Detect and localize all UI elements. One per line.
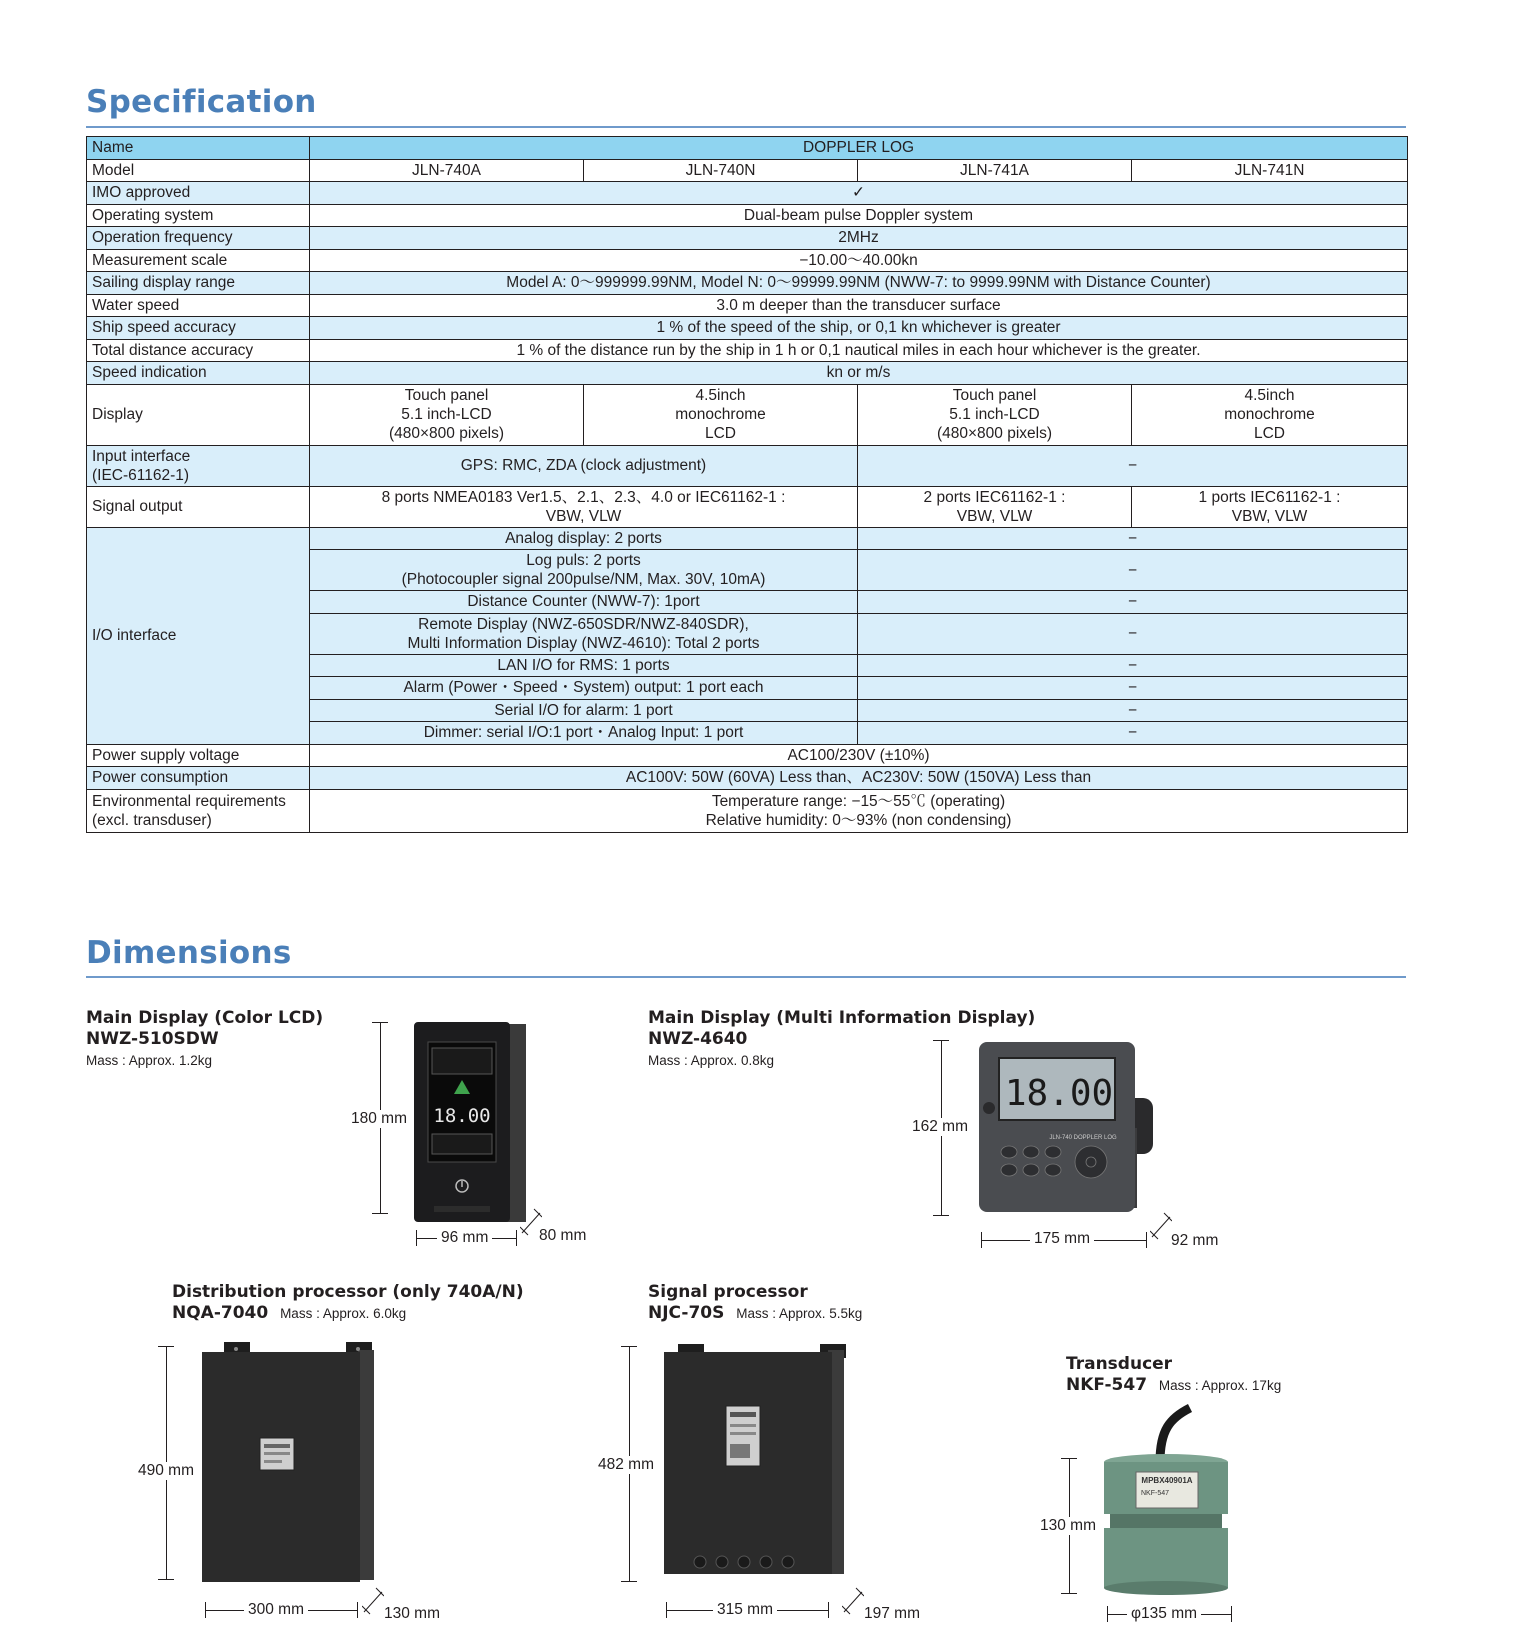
- cell: −: [858, 613, 1408, 654]
- cell: LAN I/O for RMS: 1 ports: [310, 654, 858, 677]
- dim-title: Main Display (Multi Information Display): [648, 1008, 1036, 1028]
- table-row: [87, 767, 1408, 790]
- cell: Alarm (Power・Speed・System) output: 1 port each: [310, 677, 858, 700]
- dimension-tick: [372, 1022, 388, 1023]
- spec-title: Specification: [86, 84, 317, 120]
- dimension-tick: [416, 1230, 417, 1246]
- cell: −: [858, 699, 1408, 722]
- dimensions-title-rule: [86, 976, 1406, 978]
- depth-dimension-line: [1150, 1211, 1172, 1241]
- cell: [310, 550, 858, 591]
- plate-line: MPBX40901A: [1141, 1476, 1193, 1485]
- height-label: 490 mm: [138, 1462, 194, 1479]
- dimension-tick: [1231, 1606, 1232, 1622]
- table-row: [87, 339, 1408, 362]
- cell: −: [858, 654, 1408, 677]
- dim-title: Transducer: [1066, 1354, 1173, 1374]
- cell-line: monochrome: [675, 406, 766, 423]
- row-label: Power supply voltage: [87, 744, 310, 767]
- dimension-tick: [516, 1230, 517, 1246]
- display-cell: [1132, 384, 1408, 445]
- table-row: [87, 182, 1408, 205]
- table-row: [87, 204, 1408, 227]
- model-cell: JLN-741N: [1132, 159, 1408, 182]
- row-label: [87, 789, 310, 832]
- width-label: 315 mm: [713, 1601, 777, 1619]
- check-icon: ✓: [310, 182, 1408, 205]
- height-label: 130 mm: [1040, 1517, 1096, 1534]
- display-cell: [858, 384, 1132, 445]
- dimension-tick: [158, 1579, 174, 1580]
- row-label: Power consumption: [87, 767, 310, 790]
- row-label: [87, 445, 310, 486]
- cell: −: [858, 677, 1408, 700]
- dimension-tick: [158, 1346, 174, 1347]
- row-label: Speed indication: [87, 362, 310, 385]
- cell: Serial I/O for alarm: 1 port: [310, 699, 858, 722]
- table-row: [87, 362, 1408, 385]
- cell-line: LCD: [1253, 425, 1285, 442]
- cell-line: Touch panel: [952, 387, 1037, 404]
- cell-line: VBW, VLW: [545, 507, 622, 525]
- cell: [310, 486, 858, 527]
- cell: −: [858, 591, 1408, 614]
- row-label: Name: [87, 137, 310, 160]
- row-label: Model: [87, 159, 310, 182]
- cell: 3.0 m deeper than the transducer surface: [310, 294, 1408, 317]
- label-line: Input interface: [92, 447, 191, 465]
- row-label: IMO approved: [87, 182, 310, 205]
- table-row: [87, 294, 1408, 317]
- cell: −: [858, 527, 1408, 550]
- cell-line: Remote Display (NWZ-650SDR/NWZ-840SDR),: [418, 615, 749, 633]
- display-cell: [310, 384, 584, 445]
- cell: Model A: 0～999999.99NM, Model N: 0～99999.99NM (NWW-7: to 9999.99NM with Distance Counter): [310, 272, 1408, 295]
- cell-line: (Photocoupler signal 200pulse/NM, Max. 30V, 10mA): [401, 571, 766, 588]
- row-label: I/O interface: [87, 527, 310, 744]
- table-row: [87, 272, 1408, 295]
- label-line: Environmental requirements: [92, 792, 286, 810]
- label-line: (excl. transduser): [92, 811, 212, 829]
- table-row: [87, 159, 1408, 182]
- dim-mass: Mass : Approx. 0.8kg: [648, 1053, 775, 1068]
- cell-line: 2 ports IEC61162-1 :: [923, 488, 1066, 506]
- row-label: Operating system: [87, 204, 310, 227]
- dimension-tick: [1061, 1593, 1077, 1594]
- cell-line: VBW, VLW: [1231, 507, 1308, 525]
- cell: Distance Counter (NWW-7): 1port: [310, 591, 858, 614]
- cell: 1 % of the distance run by the ship in 1 h or 0,1 nautical miles in each hour whichever is the greater.: [310, 339, 1408, 362]
- spec-table: [86, 136, 1408, 833]
- dimension-tick: [372, 1213, 388, 1214]
- color-lcd-display-image: [410, 1018, 530, 1223]
- cell: GPS: RMC, ZDA (clock adjustment): [310, 445, 858, 486]
- depth-label: 92 mm: [1171, 1232, 1219, 1249]
- cell-line: Multi Information Display (NWZ-4610): Total 2 ports: [407, 634, 760, 652]
- cell: Analog display: 2 ports: [310, 527, 858, 550]
- row-label: Display: [87, 384, 310, 445]
- cell-line: Touch panel: [404, 387, 489, 404]
- display-cell: [584, 384, 858, 445]
- cell: AC100/230V (±10%): [310, 744, 1408, 767]
- dim-model: NWZ-4640: [648, 1029, 748, 1049]
- dim-title: Distribution processor (only 740A/N): [172, 1282, 524, 1302]
- table-row: [87, 486, 1408, 527]
- dimension-tick: [666, 1602, 667, 1618]
- width-label: 96 mm: [437, 1229, 492, 1247]
- transducer-image: [1100, 1400, 1235, 1600]
- dim-title: Main Display (Color LCD): [86, 1008, 324, 1028]
- dim-block-4: [648, 1282, 862, 1324]
- model-cell: JLN-740N: [584, 159, 858, 182]
- row-label: Operation frequency: [87, 227, 310, 250]
- cell-line: monochrome: [1224, 406, 1315, 423]
- depth-label: 130 mm: [384, 1605, 440, 1622]
- cell: DOPPLER LOG: [310, 137, 1408, 160]
- row-label: Ship speed accuracy: [87, 317, 310, 340]
- cell: −10.00～40.00kn: [310, 249, 1408, 272]
- dimension-tick: [1146, 1232, 1147, 1248]
- dim-mass: Mass : Approx. 17kg: [1158, 1378, 1282, 1393]
- dimension-tick: [1061, 1458, 1077, 1459]
- cell-line: VBW, VLW: [956, 507, 1033, 525]
- model-cell: JLN-740A: [310, 159, 584, 182]
- dim-block-5: [1066, 1354, 1281, 1396]
- multi-info-display-image: [975, 1038, 1170, 1218]
- table-row: [87, 744, 1408, 767]
- cell-line: Temperature range: −15～55℃ (operating): [711, 792, 1006, 810]
- table-row: [87, 384, 1408, 445]
- row-label: Total distance accuracy: [87, 339, 310, 362]
- dimension-tick: [621, 1346, 637, 1347]
- cell: [310, 789, 1408, 832]
- table-row: [87, 317, 1408, 340]
- cell-line: 5.1 inch-LCD: [401, 406, 492, 423]
- height-label: 482 mm: [598, 1456, 654, 1473]
- cell-line: 1 ports IEC61162-1 :: [1198, 488, 1341, 506]
- cell: −: [858, 722, 1408, 745]
- cell: Dual-beam pulse Doppler system: [310, 204, 1408, 227]
- dimension-tick: [621, 1581, 637, 1582]
- width-label: 300 mm: [244, 1601, 308, 1619]
- cell: AC100V: 50W (60VA) Less than、AC230V: 50W (150VA) Less than: [310, 767, 1408, 790]
- display-reading: 18.00: [433, 1105, 491, 1127]
- cell-line: Log puls: 2 ports: [526, 552, 641, 569]
- dimension-tick: [357, 1602, 358, 1618]
- cell-line: LCD: [704, 425, 736, 442]
- cell: 1 % of the speed of the ship, or 0,1 kn whichever is greater: [310, 317, 1408, 340]
- plate-line: NKF-547: [1140, 1490, 1170, 1497]
- depth-dimension-line: [362, 1586, 384, 1616]
- row-label: Sailing display range: [87, 272, 310, 295]
- table-row: [87, 227, 1408, 250]
- table-row: [87, 527, 1408, 550]
- dimension-tick: [933, 1040, 949, 1041]
- dim-model: NQA-7040: [172, 1303, 269, 1323]
- depth-label: 197 mm: [864, 1605, 920, 1622]
- table-row: [87, 789, 1408, 832]
- table-row: [87, 445, 1408, 486]
- dim-mass: Mass : Approx. 1.2kg: [86, 1053, 213, 1068]
- signal-processor-image: [660, 1340, 855, 1590]
- row-label: Signal output: [87, 486, 310, 527]
- diameter-label: φ135 mm: [1127, 1605, 1201, 1623]
- dimension-tick: [933, 1215, 949, 1216]
- dim-model: NKF-547: [1066, 1375, 1148, 1395]
- table-row: [87, 137, 1408, 160]
- height-label: 180 mm: [351, 1110, 407, 1127]
- dim-block-3: [172, 1282, 524, 1324]
- cell-line: (480×800 pixels): [388, 425, 505, 442]
- label-line: (IEC-61162-1): [92, 466, 190, 484]
- width-label: 175 mm: [1030, 1230, 1094, 1248]
- display-reading: 18.00: [1004, 1073, 1114, 1114]
- model-cell: JLN-741A: [858, 159, 1132, 182]
- cell-line: 4.5inch: [695, 387, 746, 404]
- cell: [858, 486, 1132, 527]
- row-label: Water speed: [87, 294, 310, 317]
- dim-model: NJC-70S: [648, 1303, 725, 1323]
- cell: Dimmer: serial I/O:1 port・Analog Input: 1 port: [310, 722, 858, 745]
- cell: −: [858, 550, 1408, 591]
- depth-dimension-line: [842, 1586, 864, 1616]
- cell-line: Relative humidity: 0～93% (non condensing): [705, 811, 1012, 829]
- cell: kn or m/s: [310, 362, 1408, 385]
- dim-title: Signal processor: [648, 1282, 808, 1302]
- dim-mass: Mass : Approx. 5.5kg: [736, 1306, 863, 1321]
- depth-label: 80 mm: [539, 1227, 587, 1244]
- row-label: Measurement scale: [87, 249, 310, 272]
- spec-title-rule: [86, 126, 1406, 128]
- cell: [310, 613, 858, 654]
- unit-label: JLN-740 DOPPLER LOG: [1049, 1135, 1117, 1141]
- dimension-tick: [205, 1602, 206, 1618]
- cell-line: (480×800 pixels): [936, 425, 1053, 442]
- dimension-tick: [981, 1232, 982, 1248]
- cell: 2MHz: [310, 227, 1408, 250]
- cell-line: 5.1 inch-LCD: [949, 406, 1040, 423]
- dim-mass: Mass : Approx. 6.0kg: [280, 1306, 407, 1321]
- cell: −: [858, 445, 1408, 486]
- table-row: [87, 249, 1408, 272]
- height-label: 162 mm: [912, 1118, 968, 1135]
- cell: [1132, 486, 1408, 527]
- dim-model: NWZ-510SDW: [86, 1029, 219, 1049]
- distribution-processor-image: [198, 1340, 378, 1590]
- dimensions-title: Dimensions: [86, 935, 292, 971]
- cell-line: 8 ports NMEA0183 Ver1.5、2.1、2.3、4.0 or IEC61162-1 :: [381, 488, 786, 506]
- dim-block-1: [86, 1008, 323, 1071]
- dimension-tick: [1107, 1606, 1108, 1622]
- dimension-tick: [828, 1602, 829, 1618]
- cell-line: 4.5inch: [1244, 387, 1295, 404]
